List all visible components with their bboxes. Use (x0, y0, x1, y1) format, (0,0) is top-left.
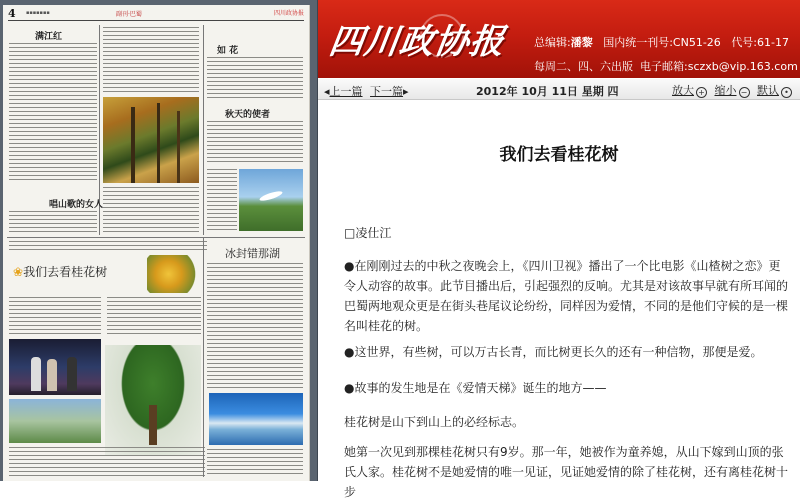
article-text-column (107, 297, 201, 337)
section-rule (7, 237, 305, 238)
article-paragraph-4: 桂花树是山下到山上的必经标志。 (344, 415, 525, 429)
newspaper-page-number: 4 (8, 7, 16, 20)
article-text-column (207, 121, 303, 165)
newspaper-logo[interactable] (326, 14, 508, 63)
article-paragraph-1: ●在刚刚过去的中秋之夜晚会上，《四川卫视》播出了一个比电影《山楂树之恋》更令人动容的故事。此节目播出后，引起强烈的反响。尤其是对该故事早就有所耳闻的巴蜀两地观众更是在街头巷尾议论纷纷，同样因为爱情，不同的是他们守候的是一棵名叫桂花的树。 (344, 259, 789, 333)
newspaper-section-name: 副刊·巴蜀 (116, 11, 142, 18)
editor-label: 总编辑: (534, 36, 571, 49)
next-article-link[interactable]: 下一篇 (370, 85, 404, 98)
headline-qiutian[interactable]: 秋天的使者 (225, 110, 271, 120)
postal-code-text: 代号:61-17 (731, 36, 789, 49)
frozen-lake-photo[interactable] (209, 393, 303, 445)
headline-manjianghong[interactable]: 满江红 (35, 32, 63, 42)
email-address[interactable]: sczxb@vip.163.com (687, 60, 798, 73)
article-text-column (9, 447, 205, 477)
article-paragraph-2: ●这世界，有些树，可以万古长青，而比树更长久的还有一种信物，那便是爱。 (344, 345, 763, 359)
article-text-column (9, 241, 207, 251)
plus-circle-icon[interactable]: + (696, 87, 707, 98)
newspaper-page-header (8, 7, 304, 21)
article-text-column (103, 187, 199, 233)
article-text-column (9, 43, 97, 183)
email-label: 电子邮箱: (640, 60, 688, 73)
zoom-in-button[interactable]: 放大 (672, 84, 694, 97)
article-text-column (207, 449, 303, 477)
autumn-forest-photo[interactable] (103, 97, 199, 183)
article-navbar (318, 78, 800, 100)
headline-feature[interactable]: ❀我们去看桂花树 (13, 265, 108, 279)
article-text-column (207, 169, 237, 231)
article-text-column (207, 263, 303, 389)
newspaper-logo-text: 四川政协报 (326, 22, 508, 62)
column-rule (203, 237, 204, 477)
newspaper-sheet (3, 5, 309, 481)
publication-schedule: 每周二、四、六出版 (534, 60, 633, 73)
zoom-out-button[interactable]: 缩小 (714, 84, 737, 97)
minus-circle-icon[interactable]: − (739, 87, 750, 98)
prev-arrow-icon: ◂ (324, 85, 330, 98)
masthead-info-line2 (534, 58, 798, 74)
prev-article-link[interactable]: 上一篇 (329, 85, 363, 98)
couple-photo[interactable] (9, 399, 101, 443)
article-author: □凌仕江 (344, 226, 392, 240)
headline-cuonahu[interactable]: 冰封错那湖 (225, 247, 280, 260)
article-pager (324, 83, 409, 99)
next-arrow-icon: ▸ (403, 85, 409, 98)
site-masthead (318, 0, 800, 78)
issn-text: 国内统一刊号:CN51-26 (603, 36, 721, 49)
column-rule (203, 25, 204, 235)
newspaper-page-date: ▪▪▪▪▪▪▪ (26, 10, 50, 16)
headline-shange[interactable]: 唱山歌的女人 (49, 200, 104, 210)
osmanthus-flower-photo[interactable] (147, 255, 201, 293)
osmanthus-tree-photo[interactable] (105, 345, 201, 455)
newspaper-page-thumbnail[interactable] (0, 0, 318, 481)
masthead-info-line1 (534, 34, 789, 50)
font-size-tools (672, 82, 796, 98)
article-paragraph-3: ●故事的发生地是在《爱情天梯》诞生的地方—— (344, 381, 607, 395)
article-text-column (207, 57, 303, 101)
article-text-column (9, 297, 101, 337)
editor-name: 潘黎 (570, 36, 593, 49)
default-size-button[interactable]: 默认 (757, 84, 779, 97)
newspaper-mini-masthead: 四川政协报 (273, 10, 304, 17)
article-body (318, 100, 800, 499)
headline-ruhua[interactable]: 如 花 (217, 46, 239, 56)
tv-stage-photo[interactable] (9, 339, 101, 395)
bird-flight-photo[interactable] (239, 169, 303, 231)
issue-date: 2012年 10月 11日 星期 四 (476, 85, 619, 98)
article-paragraph-5: 她第一次见到那棵桂花树只有9岁。那一年，她被作为童养媳，从山下嫁到山顶的张氏人家。桂花树不是她爱情的唯一见证，见证她爱情的除了桂花树，还有离桂花树十步 (344, 445, 789, 499)
headline-feature-text: 我们去看桂花树 (23, 265, 108, 279)
article-text-column (9, 211, 97, 235)
article-text-column (103, 27, 199, 93)
article-title: 我们去看桂花树 (499, 145, 619, 165)
reset-circle-icon[interactable]: • (781, 87, 792, 98)
